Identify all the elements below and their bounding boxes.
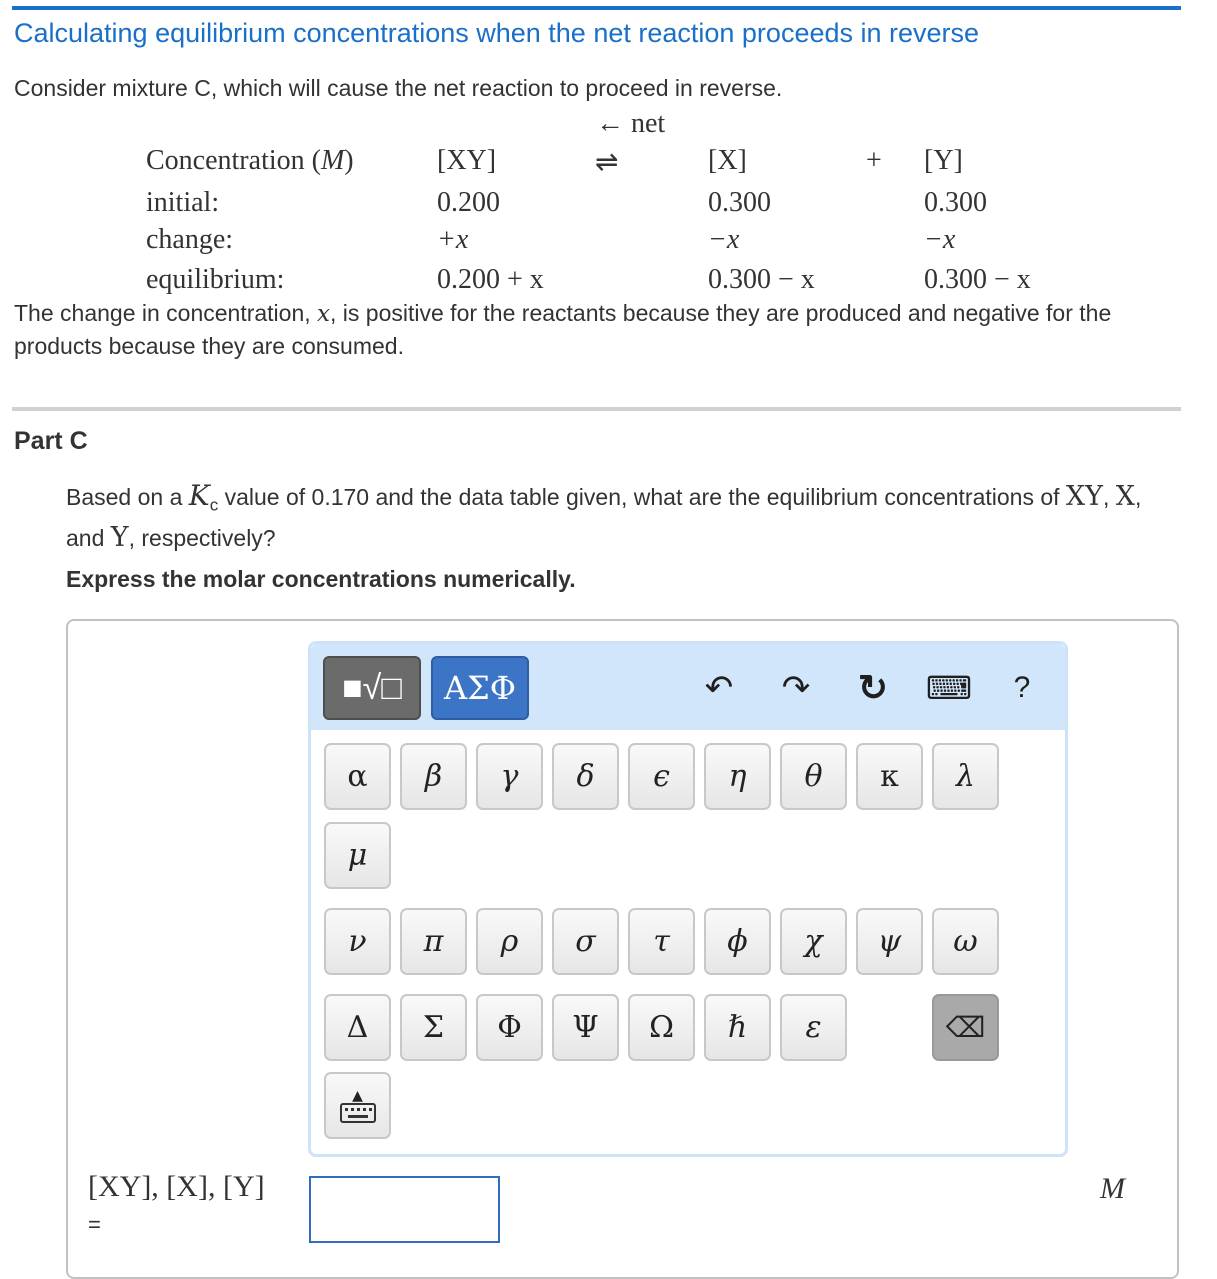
key-kappa[interactable]: κ	[856, 743, 923, 810]
instruction-text: Express the molar concentrations numerically.	[66, 566, 576, 592]
keyboard-toggle-button[interactable]	[324, 1072, 391, 1139]
backspace-icon[interactable]: ⌫	[932, 994, 999, 1061]
row-initial-y: 0.300	[924, 187, 987, 218]
key-capital-delta[interactable]: Δ	[324, 994, 391, 1061]
key-varepsilon[interactable]: ε	[780, 994, 847, 1061]
page-title: Calculating equilibrium concentrations when the net reaction proceeds in reverse	[14, 18, 980, 48]
arrow-up-icon: ▲	[352, 1087, 363, 1104]
undo-icon[interactable]: ↶	[704, 669, 734, 707]
key-sigma[interactable]: σ	[552, 908, 619, 975]
key-hbar[interactable]: ℏ	[704, 994, 771, 1061]
key-delta[interactable]: δ	[552, 743, 619, 810]
palette-toolbar	[311, 644, 1065, 730]
row-equilibrium-x: 0.300 − x	[708, 264, 815, 295]
key-theta[interactable]: θ	[780, 743, 847, 810]
key-lambda[interactable]: λ	[932, 743, 999, 810]
explanation-text: The change in concentration, x, is positive for the reactants because they are produced and negative for the products because they are consumed.	[14, 300, 1112, 359]
answer-label: [XY], [X], [Y]	[88, 1170, 265, 1203]
help-icon[interactable]: ?	[1013, 671, 1031, 704]
row-change-y: −x	[924, 224, 956, 255]
key-capital-phi[interactable]: Φ	[476, 994, 543, 1061]
math-palette	[308, 641, 1068, 1157]
key-capital-sigma[interactable]: Σ	[400, 994, 467, 1061]
key-omega[interactable]: ω	[932, 908, 999, 975]
row-change-x: −x	[708, 224, 740, 255]
row-equilibrium-y: 0.300 − x	[924, 264, 1031, 295]
plus-sign: +	[866, 145, 882, 176]
answer-equals: =	[88, 1212, 101, 1237]
row-change-xy: +x	[437, 224, 469, 255]
key-beta[interactable]: β	[400, 743, 467, 810]
reset-icon[interactable]: ↻	[857, 667, 889, 708]
part-label: Part C	[14, 427, 88, 455]
key-pi[interactable]: π	[400, 908, 467, 975]
key-nu[interactable]: ν	[324, 908, 391, 975]
unit-label: M	[1100, 1172, 1125, 1205]
key-gamma[interactable]: γ	[476, 743, 543, 810]
key-capital-omega[interactable]: Ω	[628, 994, 695, 1061]
key-tau[interactable]: τ	[628, 908, 695, 975]
key-rho[interactable]: ρ	[476, 908, 543, 975]
row-change-label: change:	[146, 224, 234, 255]
question-text: Based on a $K_c$ value of 0.170 and the data table given, what are the equilibrium concentrations of XY, X, and Y, respectively?	[66, 479, 1142, 553]
header-reactant: [XY]	[437, 145, 497, 176]
equilibrium-arrow: ⇌	[595, 147, 619, 178]
templates-tab[interactable]: ■√□	[323, 656, 421, 720]
row-initial-xy: 0.200	[437, 187, 500, 218]
header-product-x: [X]	[708, 145, 747, 176]
key-phi[interactable]: ϕ	[704, 908, 771, 975]
top-rule	[12, 6, 1181, 10]
intro-text: Consider mixture C, which will cause the net reaction to proceed in reverse.	[14, 75, 783, 101]
key-eta[interactable]: η	[704, 743, 771, 810]
answer-input[interactable]	[309, 1176, 500, 1243]
key-mu[interactable]: μ	[324, 822, 391, 889]
keyboard-icon	[340, 1103, 376, 1123]
greek-tab[interactable]: ΑΣΦ	[431, 656, 529, 720]
keyboard-icon[interactable]: ⌨	[925, 670, 973, 706]
row-initial-x: 0.300	[708, 187, 771, 218]
header-product-y: [Y]	[924, 145, 963, 176]
key-chi[interactable]: χ	[780, 908, 847, 975]
table-header-label: Concentration (M)	[146, 145, 354, 176]
key-alpha[interactable]: α	[324, 743, 391, 810]
row-initial-label: initial:	[146, 187, 220, 218]
key-capital-psi[interactable]: Ψ	[552, 994, 619, 1061]
net-arrow-label: ← net	[596, 108, 666, 139]
row-equilibrium-label: equilibrium:	[146, 264, 285, 295]
key-psi[interactable]: ψ	[856, 908, 923, 975]
key-epsilon[interactable]: ϵ	[628, 743, 695, 810]
redo-icon[interactable]: ↷	[781, 669, 811, 707]
row-equilibrium-xy: 0.200 + x	[437, 264, 544, 295]
section-divider	[12, 407, 1181, 411]
